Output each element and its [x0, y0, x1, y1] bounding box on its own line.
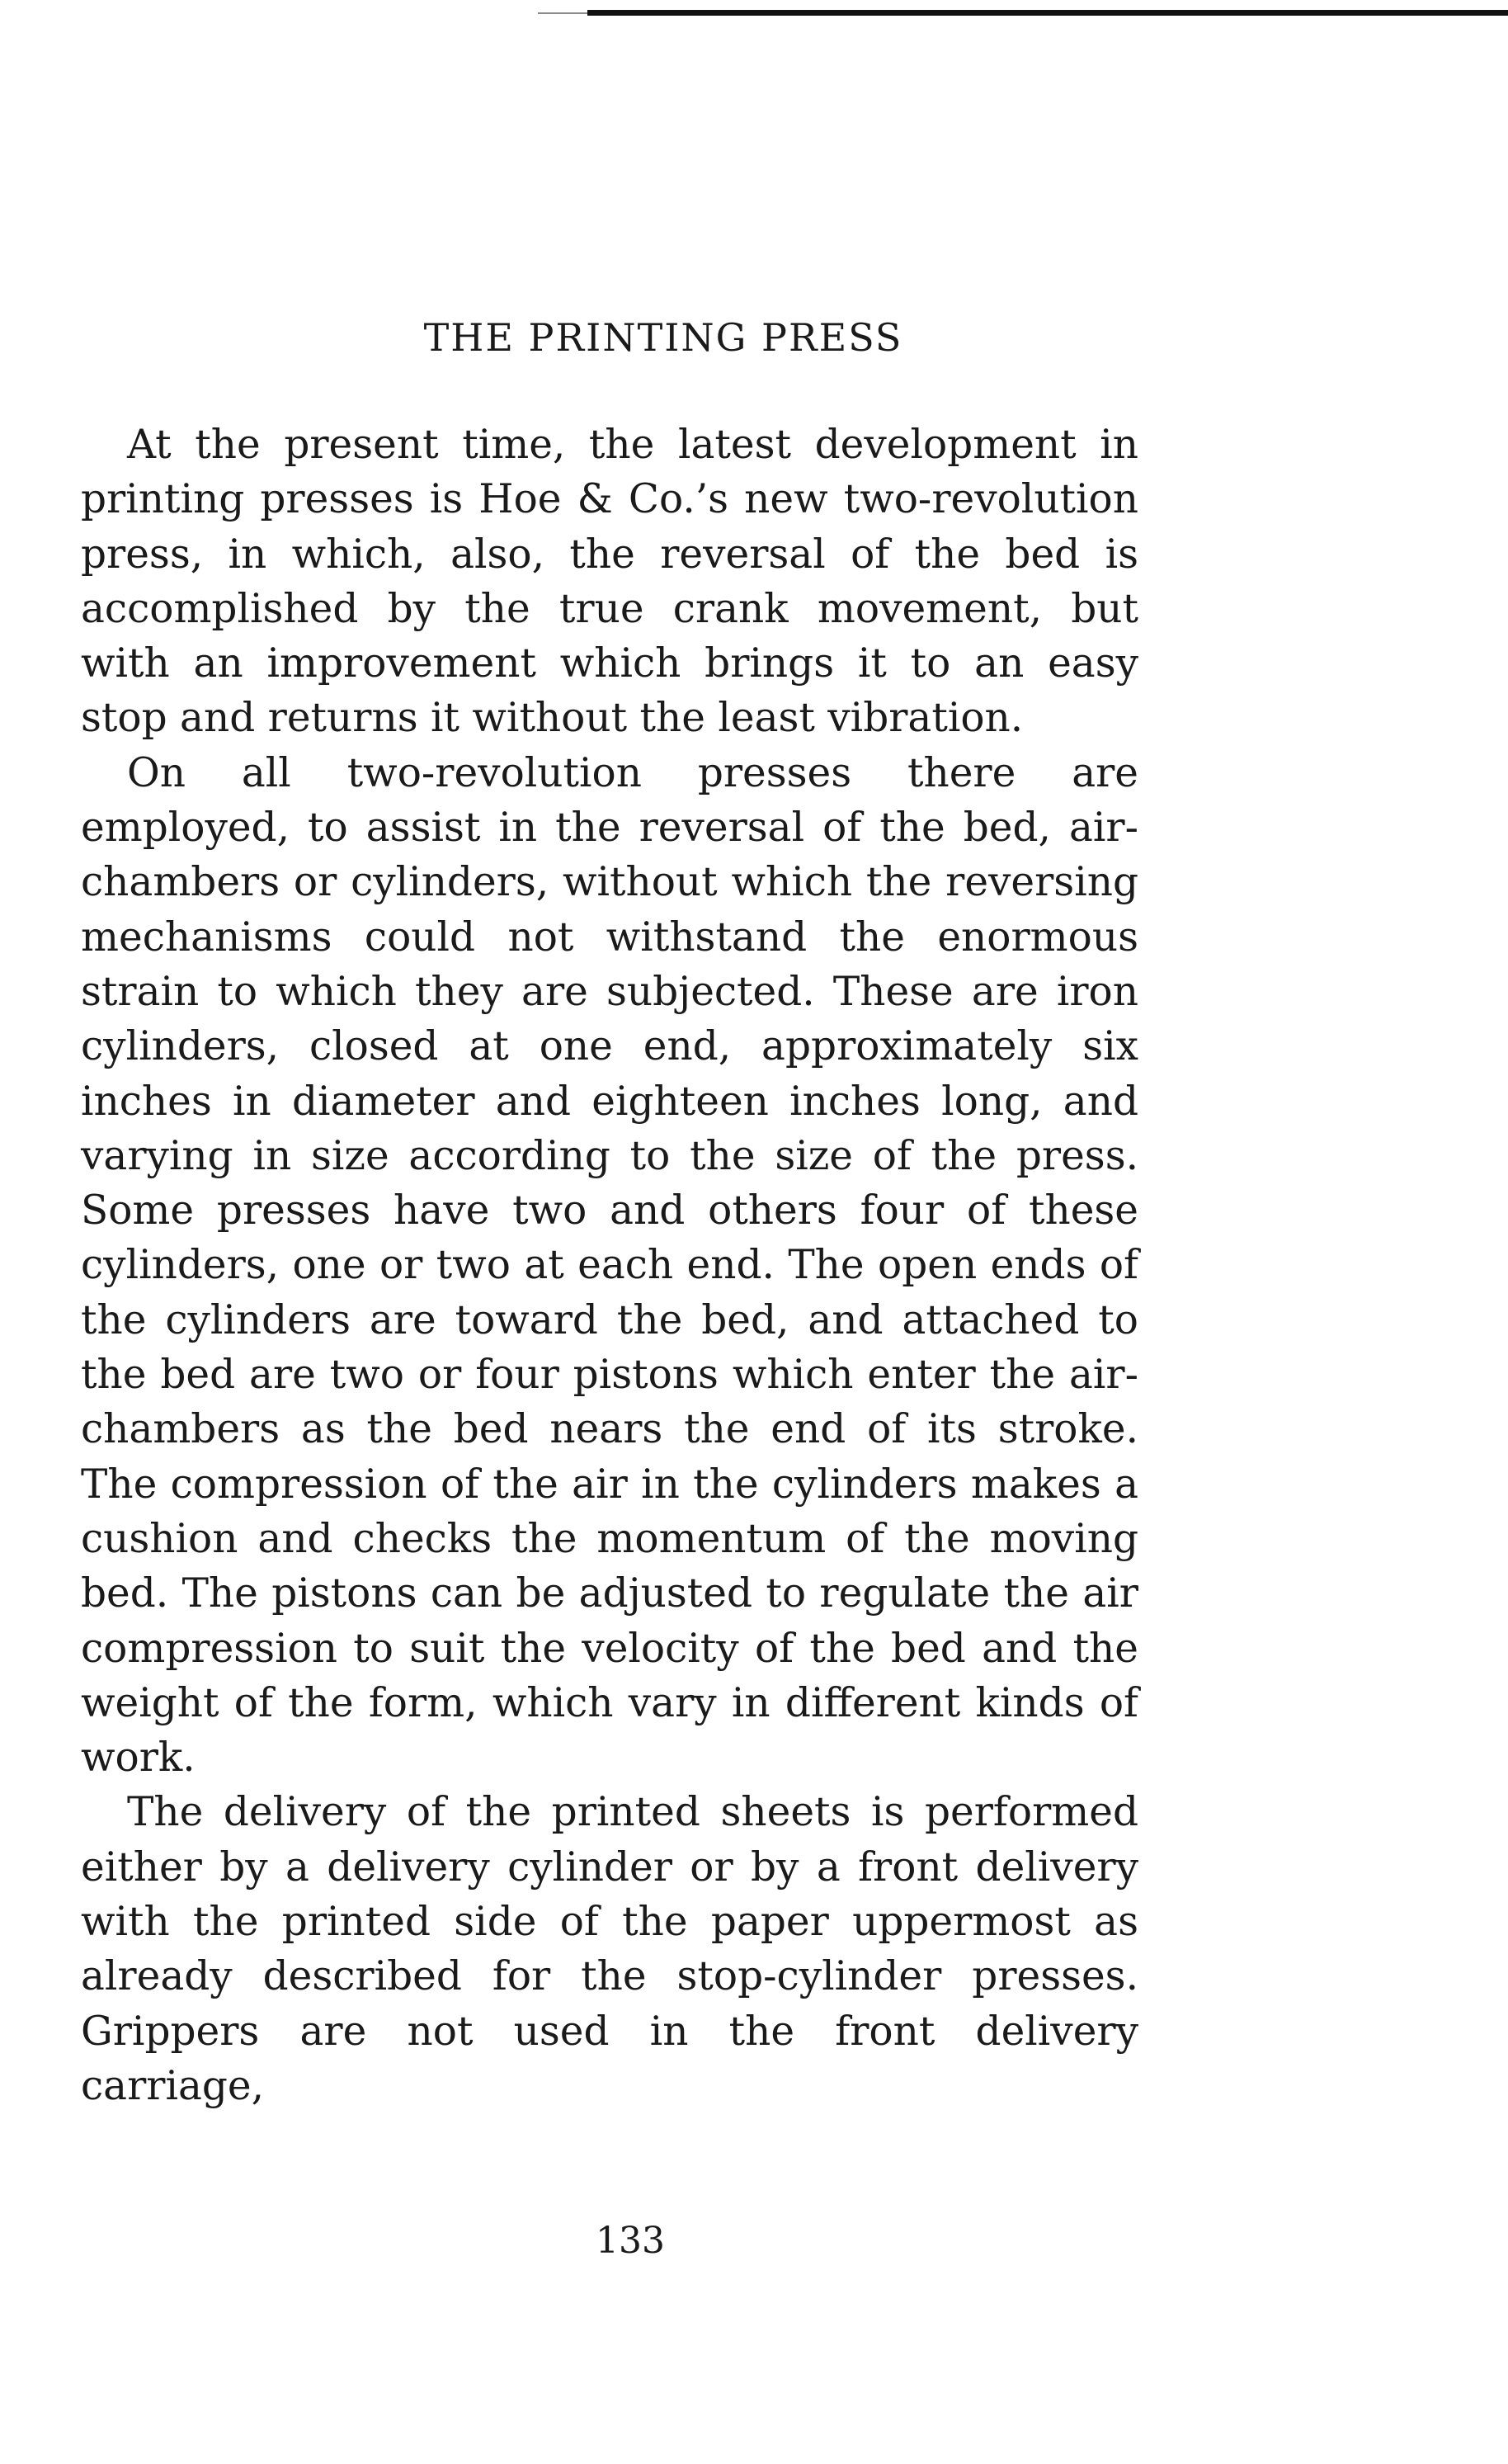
paragraph-3: The delivery of the printed sheets is performed either by a delivery cylinder or by a front delivery with the printed side of the paper uppermost as already described for the stop-cylinder presses. Grippers are not used in the front delivery carriage, — [81, 1789, 1138, 2109]
page-number-text: 133 — [596, 2220, 665, 2262]
page-number — [0, 2220, 1508, 2262]
top-rule — [538, 8, 1508, 17]
paragraph-1: At the present time, the latest development in printing presses is Hoe & Co.’s new two-revolution press, in which, also, the reversal of the bed is accomplished by the true crank movement, but with an improvement which brings it to an easy stop and returns it without the least vibration. — [81, 422, 1138, 742]
paragraph-2: On all two-revolution presses there are employed, to assist in the reversal of the bed, air-chambers or cylinders, without which the reversing mechanisms could not withstand the enormous strain to which they are subjected. These are iron cylinders, closed at one end, approximately six inches in diameter and eighteen inches long, and varying in size according to the size of the press. Some presses have two and others four of these cylinders, one or two at each end. The open ends of the cylinders are toward the bed, and attached to the bed are two or four pistons which enter the air-chambers as the bed nears the end of its stroke. The compression of the air in the cylinders makes a cushion and checks the momentum of the moving bed. The pistons can be adjusted to regulate the air compression to suit the velocity of the bed and the weight of the form, which vary in different kinds of work. — [81, 749, 1138, 1782]
running-head-text: THE PRINTING PRESS — [423, 315, 903, 360]
body-text — [81, 418, 1138, 2113]
top-rule-thick-line — [587, 10, 1508, 16]
running-head — [0, 315, 1508, 360]
